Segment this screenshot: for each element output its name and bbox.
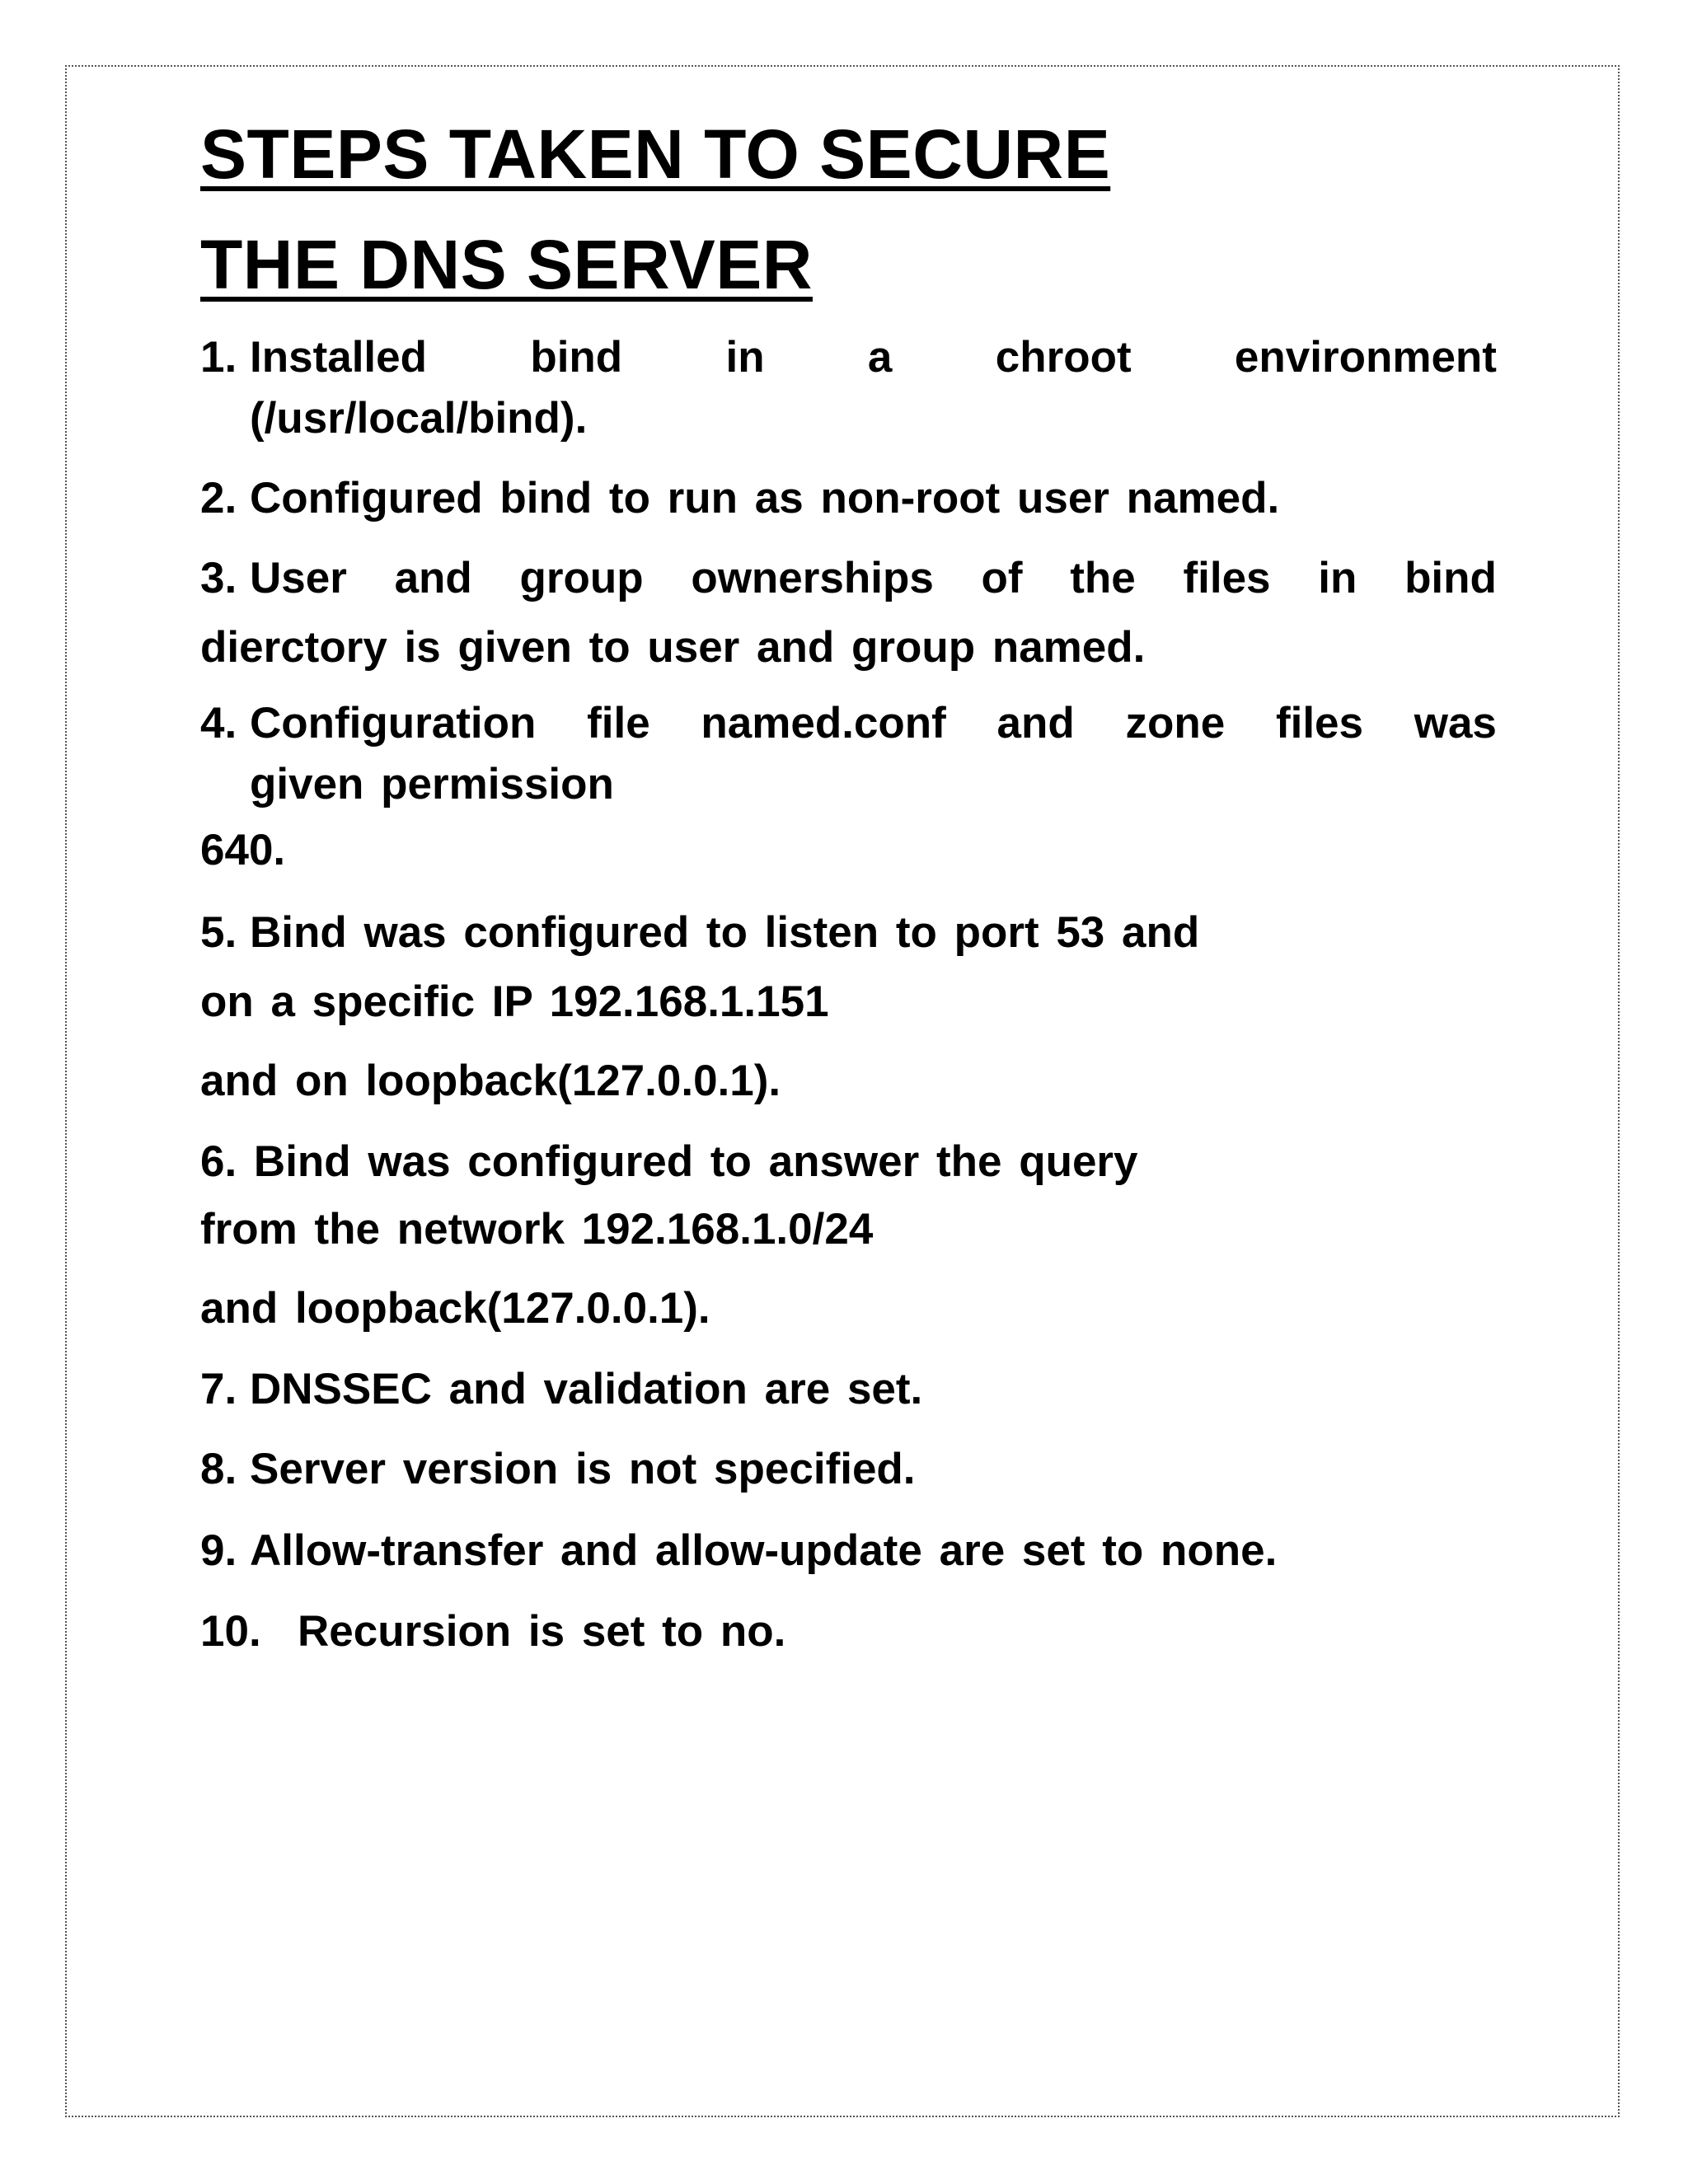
step-4-number: 4. — [200, 699, 237, 748]
step-3-word: of — [981, 554, 1023, 602]
step-1 — [200, 331, 1497, 384]
step-8-number: 8. — [200, 1445, 237, 1493]
step-4-word: zone — [1125, 699, 1226, 748]
step-5-text: Bind was configured to listen to port 53 and — [250, 908, 1200, 957]
step-1-continuation: (/usr/local/bind). — [250, 394, 588, 443]
step-1-number: 1. — [200, 333, 237, 382]
title-line-1: STEPS TAKEN TO SECURE — [200, 115, 1111, 193]
step-1-word: 1. Installed — [200, 331, 427, 384]
step-9-number: 9. — [200, 1526, 237, 1575]
step-3-word: files — [1183, 554, 1271, 602]
step-1-word: chroot — [995, 333, 1132, 382]
step-6: 6. Bind was configured to answer the query — [200, 1137, 1138, 1186]
step-1-word: a — [867, 333, 893, 382]
step-8-text: Server version is not specified. — [250, 1445, 916, 1493]
step-10-number: 10. — [200, 1607, 261, 1656]
step-7-number: 7. — [200, 1365, 237, 1413]
step-1-word: in — [725, 333, 765, 382]
step-4-word: and — [996, 699, 1075, 748]
step-3-word: 3. User — [200, 552, 347, 605]
step-3-continuation: dierctory is given to user and group named. — [200, 623, 1146, 672]
step-3-word: and — [394, 554, 472, 602]
document-body — [200, 99, 1497, 1656]
step-4-continuation: given permission — [250, 760, 614, 808]
step-5-continuation: on a specific IP 192.168.1.151 — [200, 977, 829, 1026]
step-3-word: group — [519, 554, 644, 602]
step-3-word: bind — [1404, 554, 1497, 602]
step-6-continuation: from the network 192.168.1.0/24 — [200, 1205, 874, 1254]
step-3 — [200, 552, 1497, 605]
step-10-text: Recursion is set to no. — [298, 1607, 786, 1656]
step-7-text: DNSSEC and validation are set. — [250, 1365, 923, 1413]
step-4-word: 4. Configuration — [200, 697, 536, 750]
step-3-word: the — [1070, 554, 1136, 602]
step-2-text: Configured bind to run as non-root user named. — [250, 474, 1280, 523]
step-1-word: environment — [1234, 333, 1497, 382]
step-4-word: file — [587, 699, 650, 748]
step-2 — [200, 472, 1279, 525]
step-4-word: files — [1275, 699, 1364, 748]
step-5-continuation: and on loopback(127.0.0.1). — [200, 1057, 781, 1105]
step-4 — [200, 697, 1497, 750]
step-7 — [200, 1363, 922, 1416]
page-title — [200, 99, 1497, 320]
step-5-number: 5. — [200, 908, 237, 957]
step-3-word: in — [1318, 554, 1357, 602]
step-4-word: named.conf — [701, 699, 946, 748]
title-line-2: THE DNS SERVER — [200, 226, 813, 303]
step-1-word: bind — [530, 333, 623, 382]
step-4-continuation: 640. — [200, 826, 286, 874]
step-5 — [200, 907, 1199, 959]
step-6-continuation: and loopback(127.0.0.1). — [200, 1284, 710, 1333]
step-10 — [200, 1605, 785, 1658]
step-9-text: Allow-transfer and allow-update are set to none. — [250, 1526, 1278, 1575]
step-2-number: 2. — [200, 474, 237, 523]
step-3-word: ownerships — [691, 554, 934, 602]
step-3-number: 3. — [200, 554, 237, 602]
step-4-word: was — [1414, 699, 1497, 748]
step-9 — [200, 1525, 1277, 1577]
step-8 — [200, 1443, 916, 1496]
